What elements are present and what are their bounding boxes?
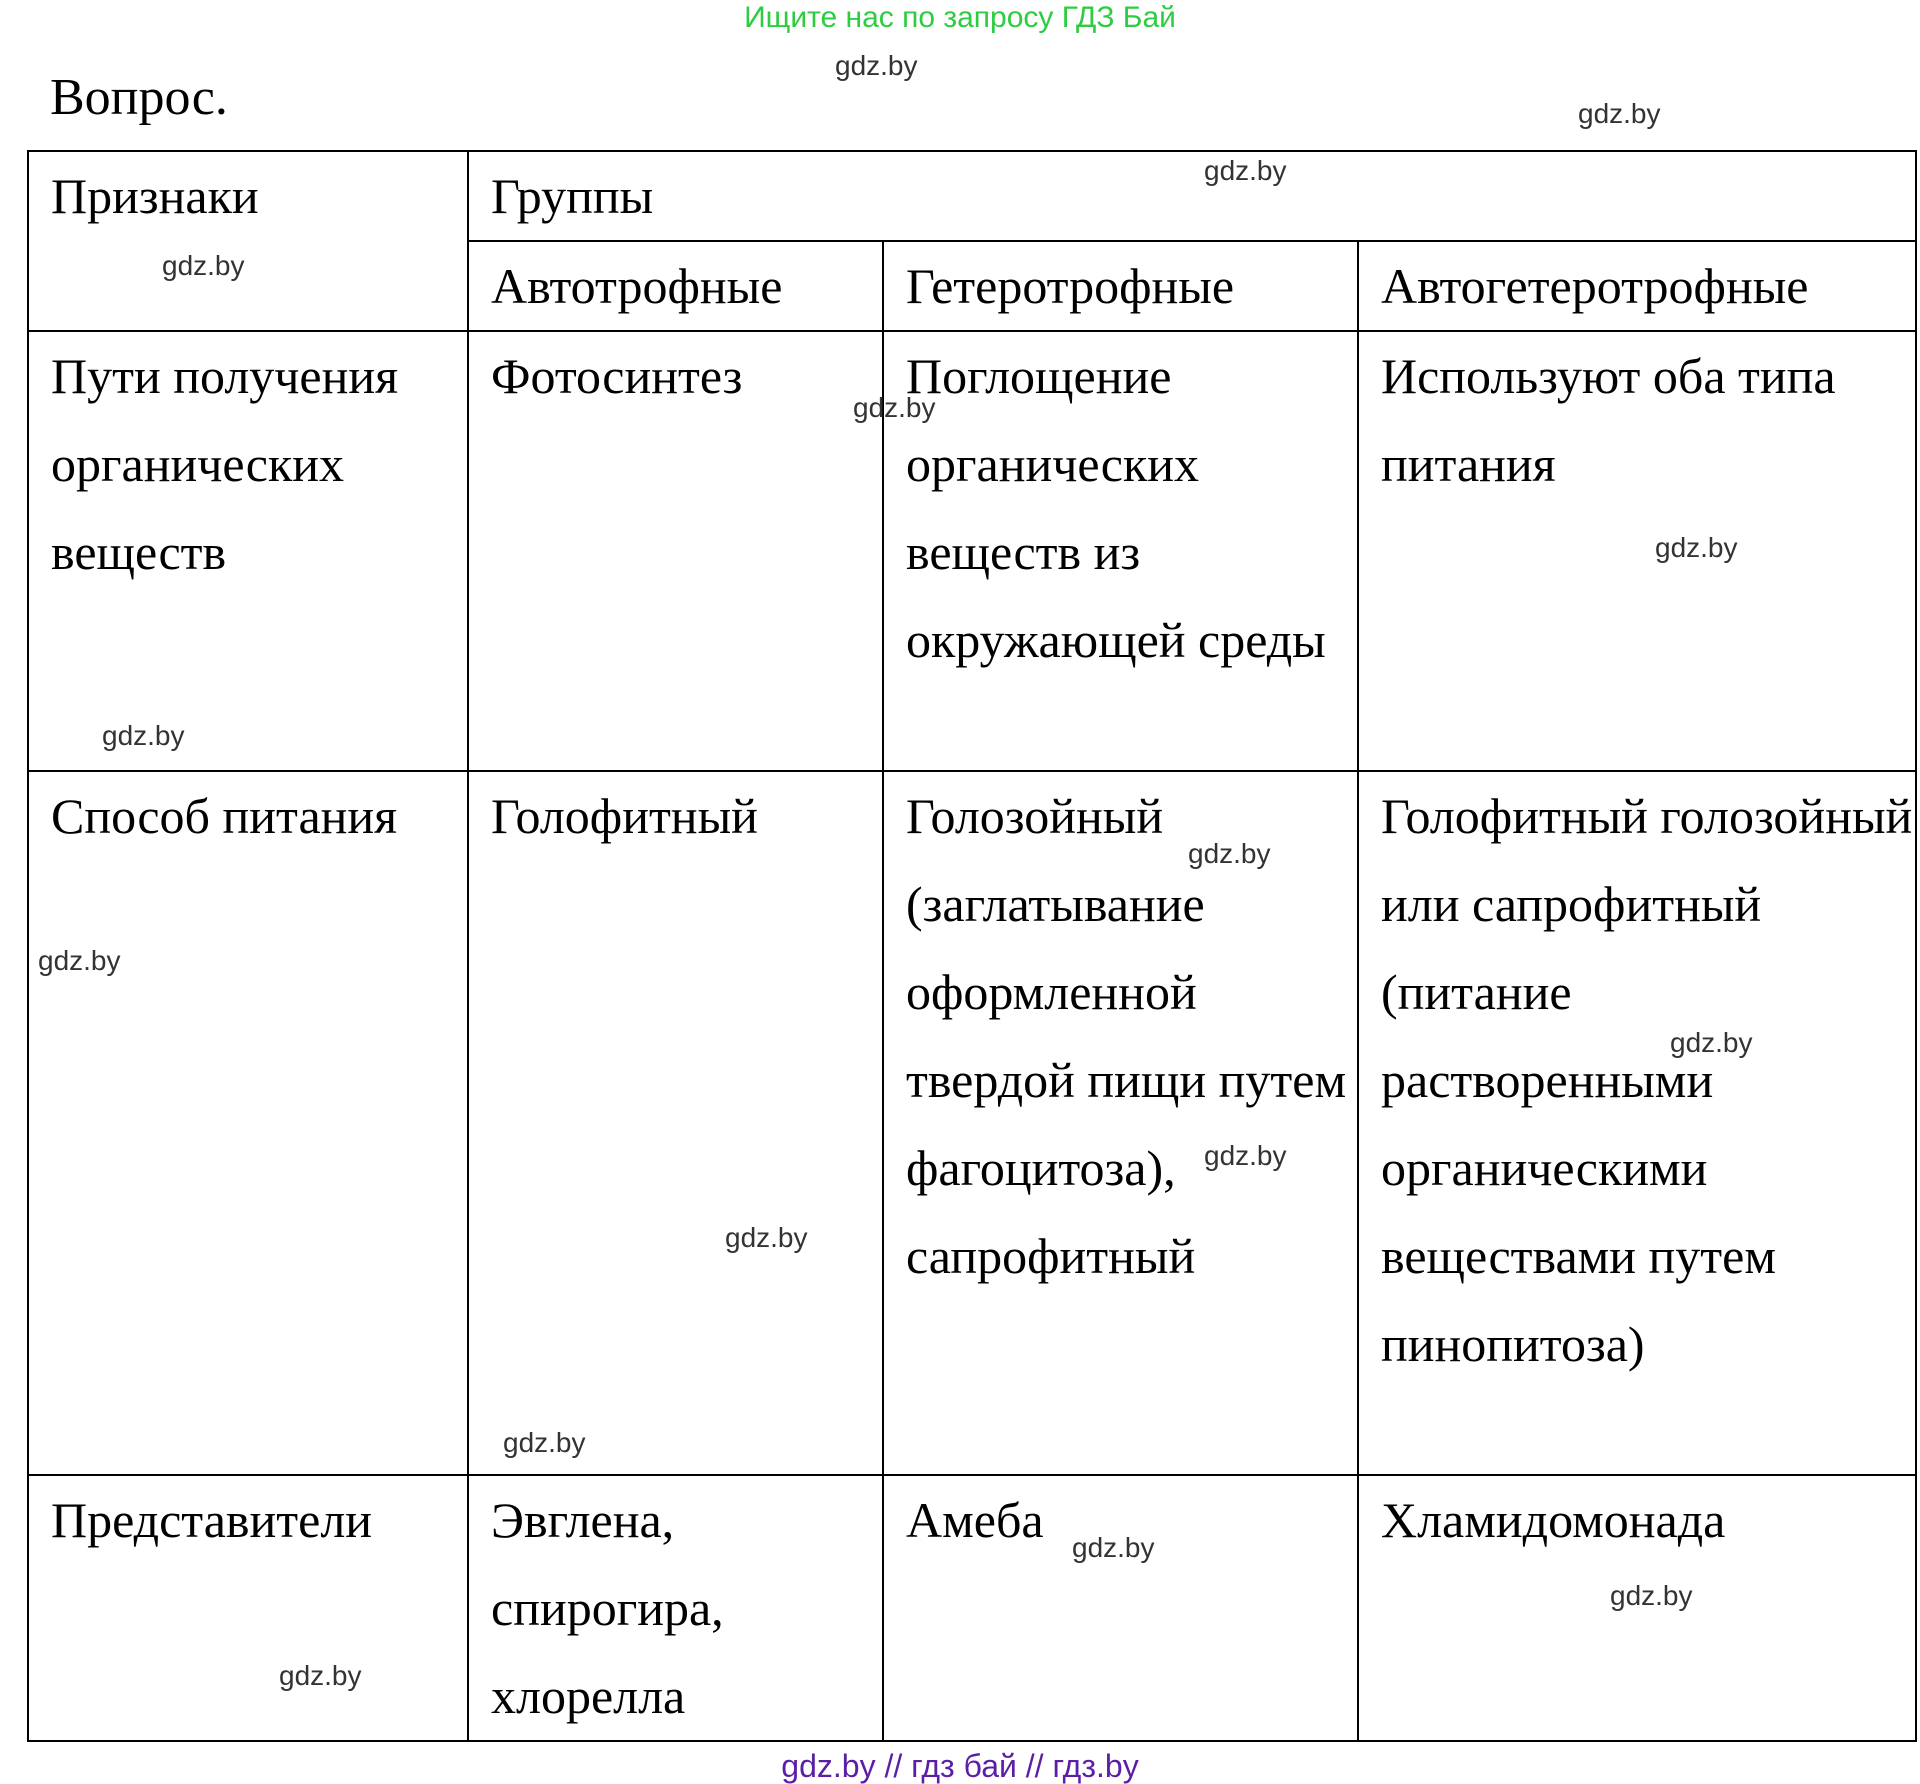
watermark: gdz.by — [102, 720, 185, 751]
watermark: gdz.by — [853, 392, 936, 423]
watermark: gdz.by — [1655, 532, 1738, 563]
row-label: Представители — [28, 1475, 468, 1741]
footer-links: gdz.by // гдз бай // гдз.by — [781, 1748, 1139, 1784]
watermark: gdz.by — [38, 945, 121, 976]
groups-header-cell — [468, 151, 1916, 241]
table-cell: Хламидомонада — [1358, 1475, 1916, 1741]
watermark: gdz.by — [1670, 1027, 1753, 1058]
table-cell: Голозойный (заглатывание оформленной твердой пищи путем фагоцитоза), сапрофитный — [883, 771, 1358, 1475]
corner-header: Признаки — [51, 168, 259, 224]
watermark: gdz.by — [835, 50, 918, 81]
watermark: gdz.by — [503, 1427, 586, 1458]
column-header: Автогетеротрофные — [1358, 241, 1916, 331]
table-cell: Голофитный — [468, 771, 883, 1475]
row-label: Способ питания — [28, 771, 468, 1475]
watermark: gdz.by — [1610, 1580, 1693, 1611]
column-header: Гетеротрофные — [883, 241, 1358, 331]
watermark: gdz.by — [162, 250, 245, 281]
table-row — [28, 331, 1916, 771]
table-cell: Фотосинтез — [468, 331, 883, 771]
watermark: gdz.by — [279, 1660, 362, 1691]
column-header: Автотрофные — [468, 241, 883, 331]
header-row — [28, 151, 1916, 241]
page-title: Вопрос. — [50, 69, 228, 126]
table-cell: Используют оба типа питания — [1358, 331, 1916, 771]
search-banner: Ищите нас по запросу ГДЗ Бай — [744, 1, 1176, 34]
watermark: gdz.by — [1578, 98, 1661, 129]
watermark: gdz.by — [1204, 1140, 1287, 1171]
table-row — [28, 771, 1916, 1475]
watermark: gdz.by — [725, 1222, 808, 1253]
watermark: gdz.by — [1188, 838, 1271, 869]
groups-header: Группы — [491, 168, 654, 224]
table-cell: Эвглена, спирогира, хлорелла — [468, 1475, 883, 1741]
table-cell: Голофитный голозойный или сапрофитный (питание растворенными органическими веществами путем пинопитоза) — [1358, 771, 1916, 1475]
row-label: Пути получения органических веществ — [28, 331, 468, 771]
nutrition-table — [27, 150, 1917, 1742]
table-cell: Поглощение органических веществ из окружающей среды — [883, 331, 1358, 771]
table-cell: Амеба — [883, 1475, 1358, 1741]
watermark: gdz.by — [1072, 1532, 1155, 1563]
corner-header-cell — [28, 151, 468, 331]
watermark: gdz.by — [1204, 155, 1287, 186]
